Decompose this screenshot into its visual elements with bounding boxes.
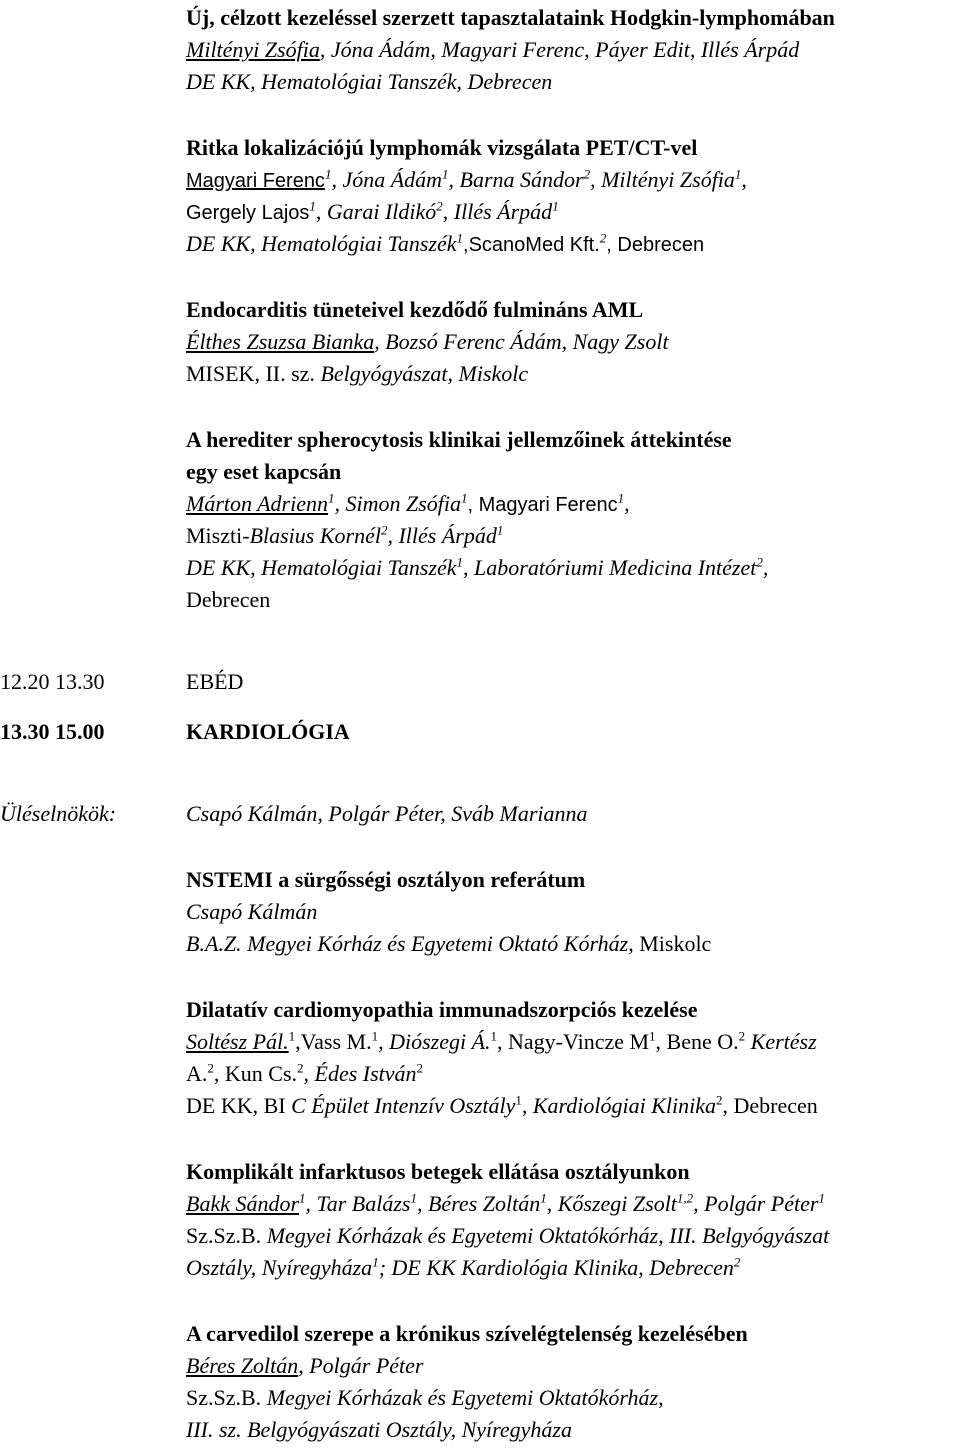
author: , Tar Balázs <box>305 1191 411 1216</box>
abstract-pet-ct <box>186 132 946 260</box>
affil-marker: 1 <box>371 1028 379 1044</box>
session-time: 13.30 15.00 <box>0 719 105 744</box>
affil-marker: 2 <box>380 522 388 538</box>
affil-marker: 2 <box>207 1060 214 1076</box>
session-label: KARDIOLÓGIA <box>186 719 350 744</box>
affil-marker: 1 <box>818 1190 825 1206</box>
abstract-authors <box>186 34 946 66</box>
abstract-affiliation <box>186 358 946 390</box>
affil-marker: 1 <box>490 1028 498 1044</box>
abstract-infarction <box>186 1156 946 1284</box>
author: Blasius Kornél <box>249 523 381 548</box>
affil-marker: 1 <box>456 230 464 246</box>
author: , Simon Zsófia <box>334 491 462 516</box>
abstract-carvedilol <box>186 1318 946 1446</box>
presenting-author: Miltényi Zsófia <box>186 37 320 62</box>
author: Miszti- <box>186 523 250 548</box>
abstract-authors <box>186 164 946 196</box>
affil-marker: 2 <box>436 198 443 214</box>
session-time: 12.20 13.30 <box>0 669 105 694</box>
author: A. <box>186 1061 208 1086</box>
author: , Nagy-Vincze M <box>497 1029 650 1054</box>
separator: , <box>624 491 630 516</box>
abstract-authors-cont <box>186 196 946 228</box>
abstract-authors <box>186 1026 946 1058</box>
affil-text: C Épület Intenzív Osztály <box>291 1093 516 1118</box>
author: , Barna Sándor <box>448 167 584 192</box>
abstract-nstemi <box>186 864 946 960</box>
program-content <box>186 2 946 616</box>
affil-text: ,ScanoMed Kft. <box>463 234 600 256</box>
affil-marker: 2 <box>297 1060 304 1076</box>
abstract-affiliation <box>186 1090 946 1122</box>
affil-marker: 2 <box>716 1092 723 1108</box>
author: Gergely Lajos <box>186 202 310 224</box>
affil-text: , Laboratóriumi Medicina Intézet <box>463 555 757 580</box>
chairs-names: Csapó Kálmán, Polgár Péter, Sváb Marianna <box>186 801 588 826</box>
schedule-row-lunch <box>0 666 960 698</box>
affil-marker: 2 <box>738 1028 746 1044</box>
author: , Édes István <box>303 1061 417 1086</box>
abstract-authors-cont <box>186 1058 946 1090</box>
abstract-dcm <box>186 994 946 1122</box>
affil-marker: 1 <box>649 1028 656 1044</box>
affil-marker: 1 <box>372 1254 379 1270</box>
abstract-authors-cont <box>186 520 946 552</box>
affil-text: Megyei Kórházak és Egyetemi Oktatókórház, <box>266 1385 664 1410</box>
author: , Jóna Ádám <box>331 167 443 192</box>
affil-marker: 1 <box>496 522 504 538</box>
affil-text: Sz.Sz.B. <box>186 1223 267 1248</box>
abstract-authors: Csapó Kálmán <box>186 899 318 924</box>
affil-marker: 1 <box>617 490 625 506</box>
abstract-spherocytosis <box>186 424 946 616</box>
author: , Béres Zoltán <box>416 1191 541 1216</box>
affil-marker: 1 <box>456 554 464 570</box>
affil-text: DE KK, Hematológiai Tanszék <box>186 555 457 580</box>
author: , Magyari Ferenc <box>467 494 618 516</box>
abstract-affiliation <box>186 552 946 584</box>
affil-marker: 2 <box>756 554 763 570</box>
author: , Diószegi Á. <box>378 1029 491 1054</box>
author: , Bene O. <box>655 1029 739 1054</box>
affil-marker: 2 <box>583 166 591 182</box>
abstract-title: Endocarditis tüneteivel kezdődő fulmináns AML <box>186 297 644 322</box>
separator: , <box>762 555 769 580</box>
author: , Garai Ildikó <box>315 199 437 224</box>
abstract-title: A herediter spherocytosis klinikai jellemzőinek áttekintése <box>186 427 732 452</box>
affil-marker: 1 <box>327 490 335 506</box>
affil-marker: 1 <box>734 166 742 182</box>
affil-text: Belgyógyászat, Miskolc <box>320 361 529 386</box>
affil-marker: 1 <box>552 198 559 214</box>
abstract-hodgkin <box>186 2 946 98</box>
abstract-affiliation <box>186 928 946 960</box>
affil-text: , Debrecen <box>606 234 705 256</box>
session-chairs <box>0 798 960 830</box>
abstract-authors <box>186 1188 946 1220</box>
affil-marker: 1 <box>515 1092 522 1108</box>
chairs-label: Üléselnökök: <box>0 801 117 826</box>
affil-marker: 1,2 <box>676 1190 694 1206</box>
affil-marker: 1 <box>410 1190 417 1206</box>
co-authors: , Jóna Ádám, Magyari Ferenc, Páyer Edit, Illés Árpád <box>319 37 800 62</box>
affil-text: Sz.Sz.B. <box>186 1385 267 1410</box>
abstract-aml <box>186 294 946 390</box>
abstract-title: NSTEMI a sürgősségi osztályon referátum <box>186 867 586 892</box>
abstract-title: Dilatatív cardiomyopathia immunadszorpciós kezelése <box>186 997 698 1022</box>
affil-marker: 1 <box>324 166 332 182</box>
affil-text: Osztály, Nyíregyháza <box>186 1255 373 1280</box>
abstract-affiliation <box>186 1382 946 1414</box>
affil-marker: 2 <box>733 1254 741 1270</box>
presenting-author: Béres Zoltán <box>186 1353 299 1378</box>
author: , Miltényi Zsófia <box>590 167 735 192</box>
affil-text: DE KK, BI <box>186 1093 292 1118</box>
abstract-affiliation-cont <box>186 1252 946 1284</box>
affil-text: MISEK, II. sz. <box>186 361 321 386</box>
cardiology-content <box>186 864 946 1446</box>
author: , Kőszegi Zsolt <box>546 1191 677 1216</box>
abstract-affiliation-cont: III. sz. Belgyógyászati Osztály, Nyíregyháza <box>186 1417 572 1442</box>
affil-marker: 2 <box>599 230 607 246</box>
abstract-authors <box>186 1350 946 1382</box>
presenting-author: Bakk Sándor <box>186 1191 300 1216</box>
abstract-affiliation <box>186 1220 946 1252</box>
affil-text: B.A.Z. Megyei Kórház és Egyetemi Oktató Kórház <box>186 931 629 956</box>
affil-marker: 1 <box>309 198 316 214</box>
abstract-affiliation: DE KK, Hematológiai Tanszék, Debrecen <box>186 69 553 94</box>
affil-marker: 1 <box>299 1190 306 1206</box>
abstract-title: Ritka lokalizációjú lymphomák vizsgálata PET/CT-vel <box>186 135 698 160</box>
author: ,Vass M. <box>295 1029 372 1054</box>
co-authors: , Polgár Péter <box>298 1353 424 1378</box>
separator: , <box>741 167 747 192</box>
presenting-author: Élthes Zsuzsa Bianka <box>186 329 375 354</box>
presenting-author: Soltész Pál. <box>186 1029 289 1054</box>
affil-marker: 1 <box>288 1028 296 1044</box>
affil-marker: 1 <box>540 1190 547 1206</box>
abstract-authors <box>186 488 946 520</box>
author: , Illés Árpád <box>387 523 497 548</box>
abstract-authors <box>186 326 946 358</box>
abstract-title: Komplikált infarktusos betegek ellátása osztályunkon <box>186 1159 690 1184</box>
co-authors: , Bozsó Ferenc Ádám, Nagy Zsolt <box>374 329 669 354</box>
session-label: EBÉD <box>186 669 244 694</box>
affil-text: ; DE KK Kardiológia Klinika, Debrecen <box>378 1255 734 1280</box>
abstract-title: Új, célzott kezeléssel szerzett tapasztalataink Hodgkin-lymphomában <box>186 5 835 30</box>
affil-text: , Debrecen <box>722 1093 818 1118</box>
affil-text: Megyei Kórházak és Egyetemi Oktatókórház, III. Belgyógyászat <box>266 1223 830 1248</box>
abstract-affiliation-city: Debrecen <box>186 587 271 612</box>
author: , Polgár Péter <box>693 1191 819 1216</box>
author: , Illés Árpád <box>442 199 553 224</box>
affil-marker: 1 <box>442 166 449 182</box>
presenting-author: Márton Adrienn <box>186 491 328 516</box>
abstract-title-cont: egy eset kapcsán <box>186 459 342 484</box>
affil-text: DE KK, Hematológiai Tanszék <box>186 231 457 256</box>
abstract-affiliation <box>186 228 946 260</box>
affil-text: , Kardiológiai Klinika <box>521 1093 717 1118</box>
abstract-title: A carvedilol szerepe a krónikus szívelégtelenség kezelésében <box>186 1321 748 1346</box>
schedule-row-cardiology <box>0 716 960 748</box>
affil-marker: 1 <box>461 490 468 506</box>
affil-text: , Miskolc <box>628 931 712 956</box>
presenting-author: Magyari Ferenc <box>186 170 325 192</box>
author: Kertész <box>745 1029 817 1054</box>
affil-marker: 2 <box>416 1060 424 1076</box>
author: , Kun Cs. <box>213 1061 298 1086</box>
